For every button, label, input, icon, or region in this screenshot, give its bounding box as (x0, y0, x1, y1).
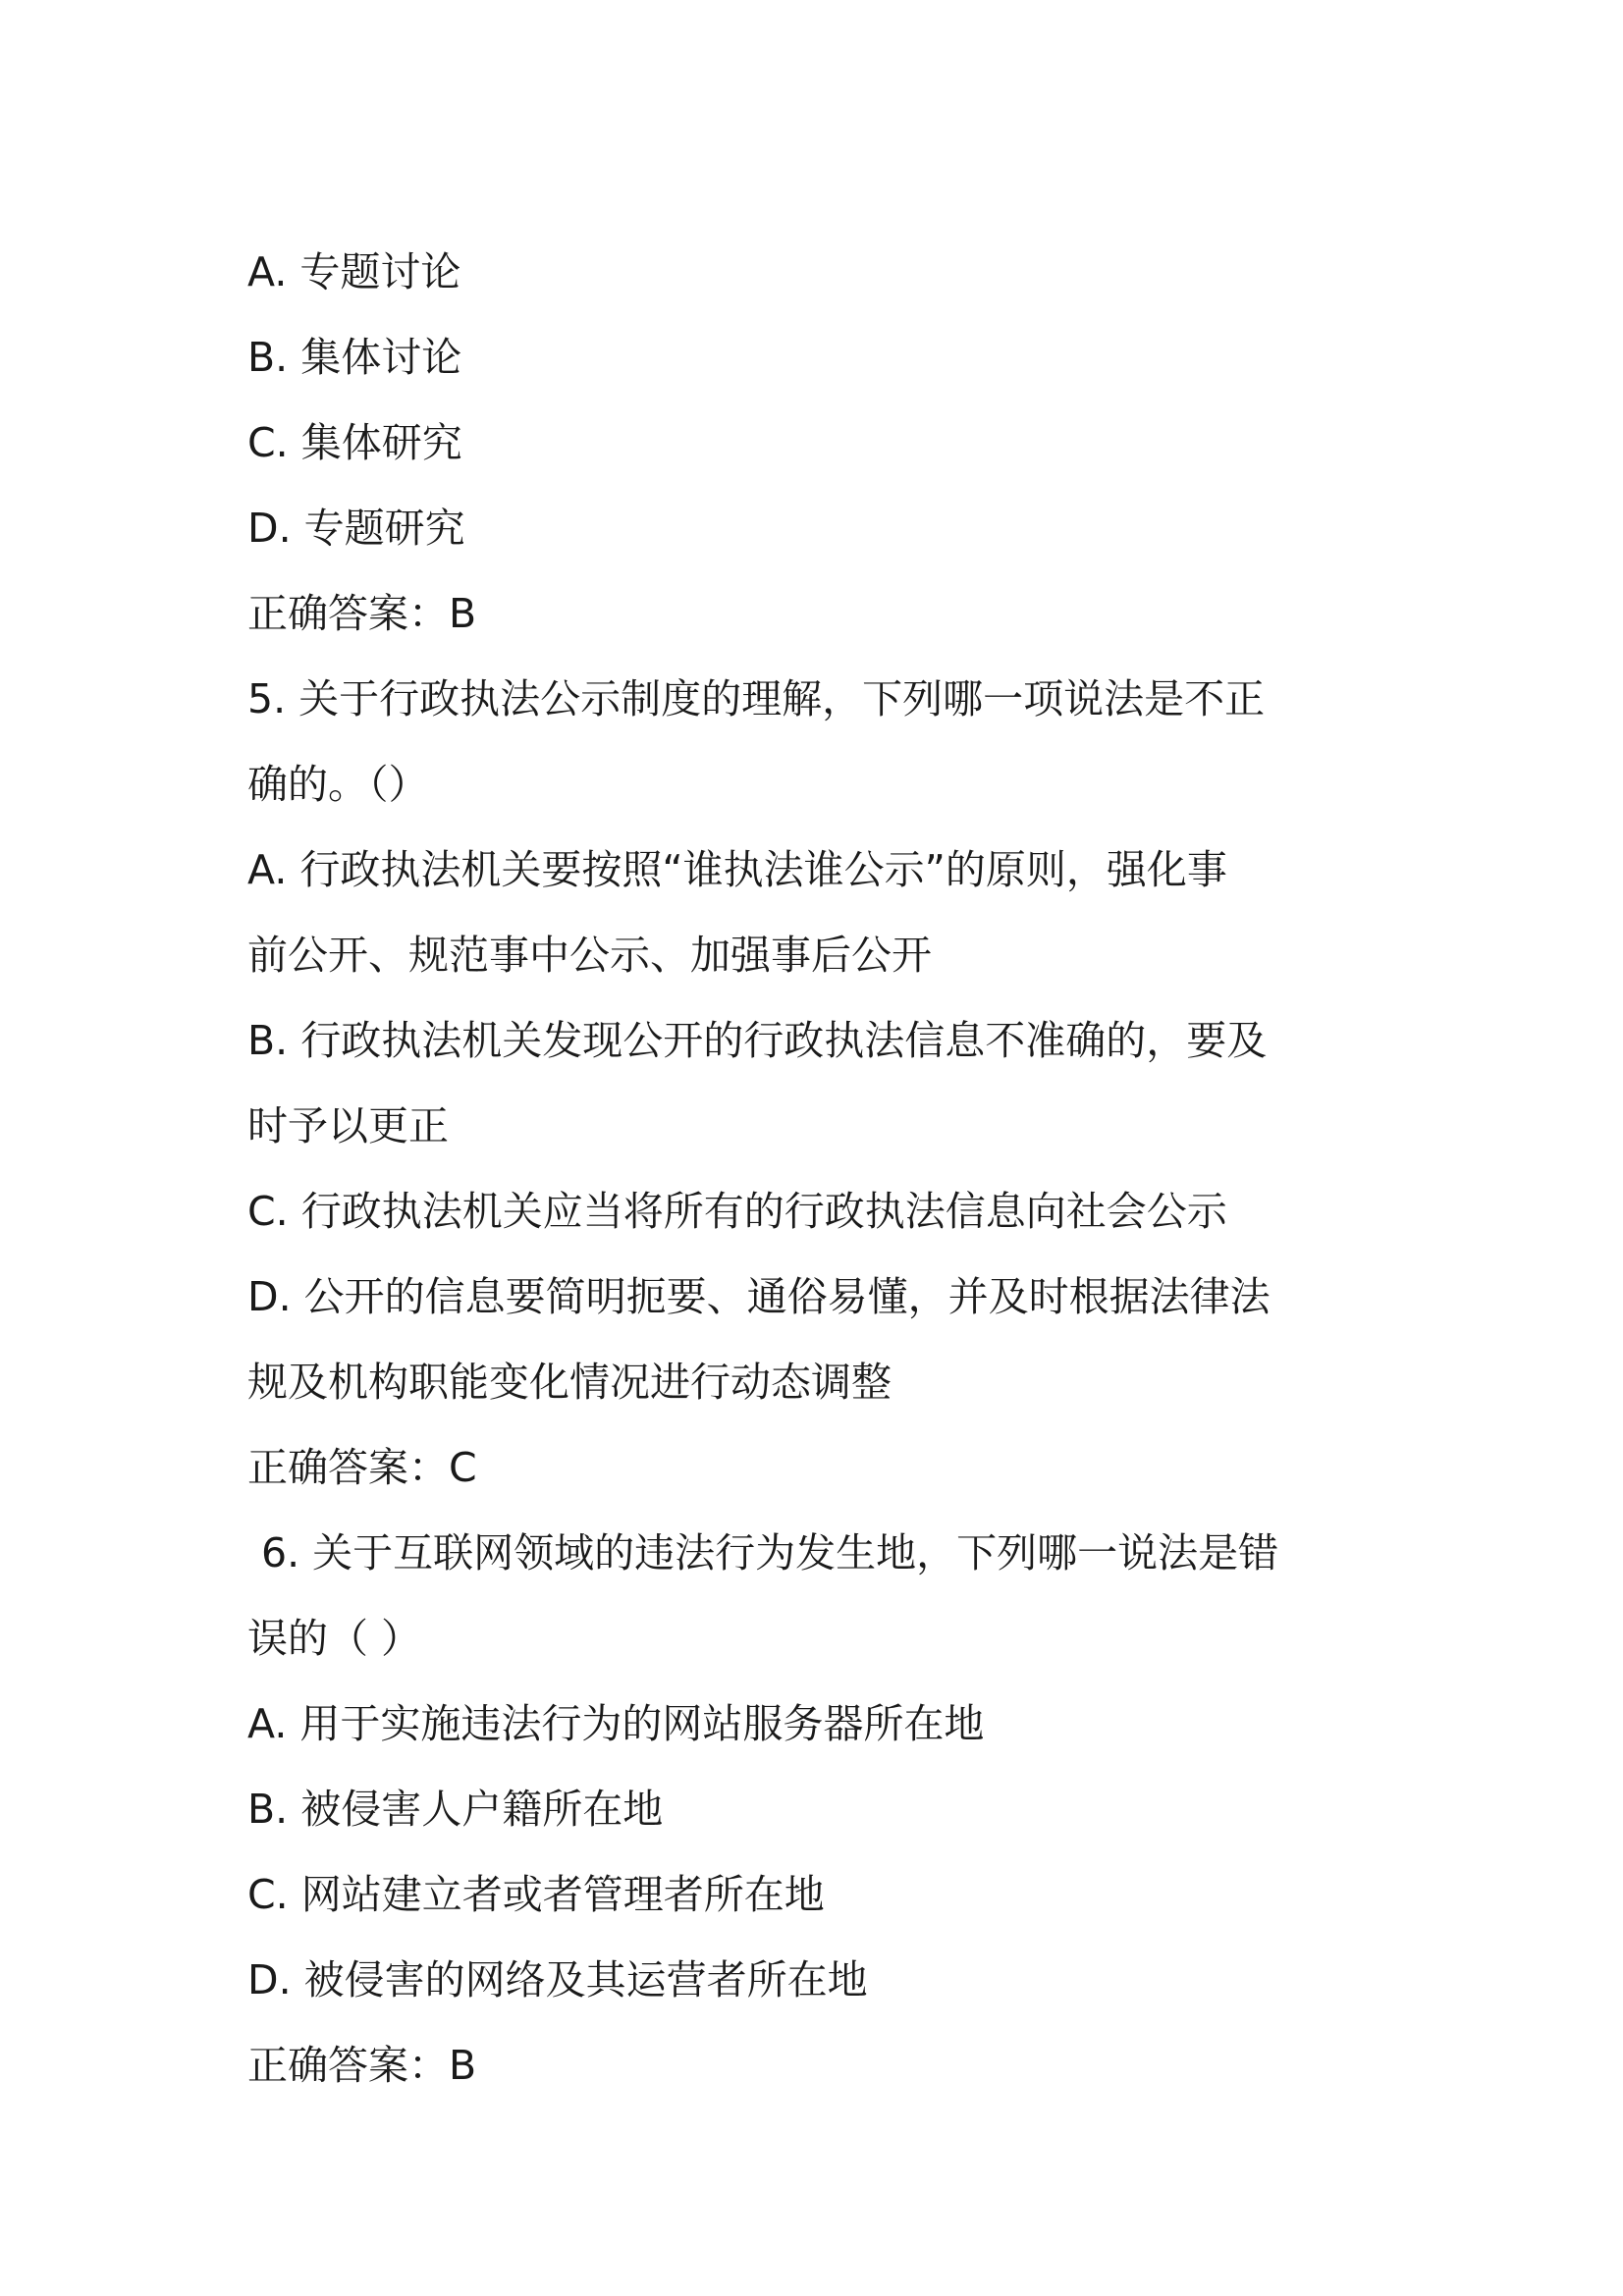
q4-option-d: D. 专题研究 (247, 505, 465, 552)
q5-option-b-line2: 时予以更正 (247, 1102, 449, 1149)
q6-question-line2: 误的（ ） (247, 1615, 422, 1662)
q5-option-c: C. 行政执法机关应当将所有的行政执法信息向社会公示 (247, 1188, 1227, 1235)
q5-option-d-line1: D. 公开的信息要简明扼要、通俗易懂，并及时根据法律法 (247, 1273, 1271, 1320)
q4-option-c: C. 集体研究 (247, 419, 462, 466)
q4-option-b: B. 集体讨论 (247, 334, 462, 381)
q5-option-a-line2: 前公开、规范事中公示、加强事后公开 (247, 932, 932, 979)
q6-answer: 正确答案：B (247, 2042, 477, 2089)
q6-option-a: A. 用于实施违法行为的网站服务器所在地 (247, 1700, 985, 1747)
q6-question-line1: 6. 关于互联网领域的违法行为发生地，下列哪一说法是错 (261, 1529, 1279, 1576)
q4-option-a: A. 专题讨论 (247, 248, 461, 295)
q5-option-b-line1: B. 行政执法机关发现公开的行政执法信息不准确的，要及 (247, 1017, 1268, 1064)
document-page (247, 230, 1396, 2109)
q5-option-d-line2: 规及机构职能变化情况进行动态调整 (247, 1359, 892, 1406)
q6-option-d: D. 被侵害的网络及其运营者所在地 (247, 1956, 868, 2003)
q6-option-c: C. 网站建立者或者管理者所在地 (247, 1871, 825, 1918)
q5-question-line2: 确的。（） (247, 761, 429, 808)
q4-answer: 正确答案：B (247, 590, 477, 637)
q5-option-a-line1: A. 行政执法机关要按照“谁执法谁公示”的原则，强化事 (247, 846, 1227, 893)
q5-question-line1: 5. 关于行政执法公示制度的理解，下列哪一项说法是不正 (247, 675, 1266, 722)
q6-option-b: B. 被侵害人户籍所在地 (247, 1786, 664, 1833)
q5-answer: 正确答案：C (247, 1444, 477, 1491)
